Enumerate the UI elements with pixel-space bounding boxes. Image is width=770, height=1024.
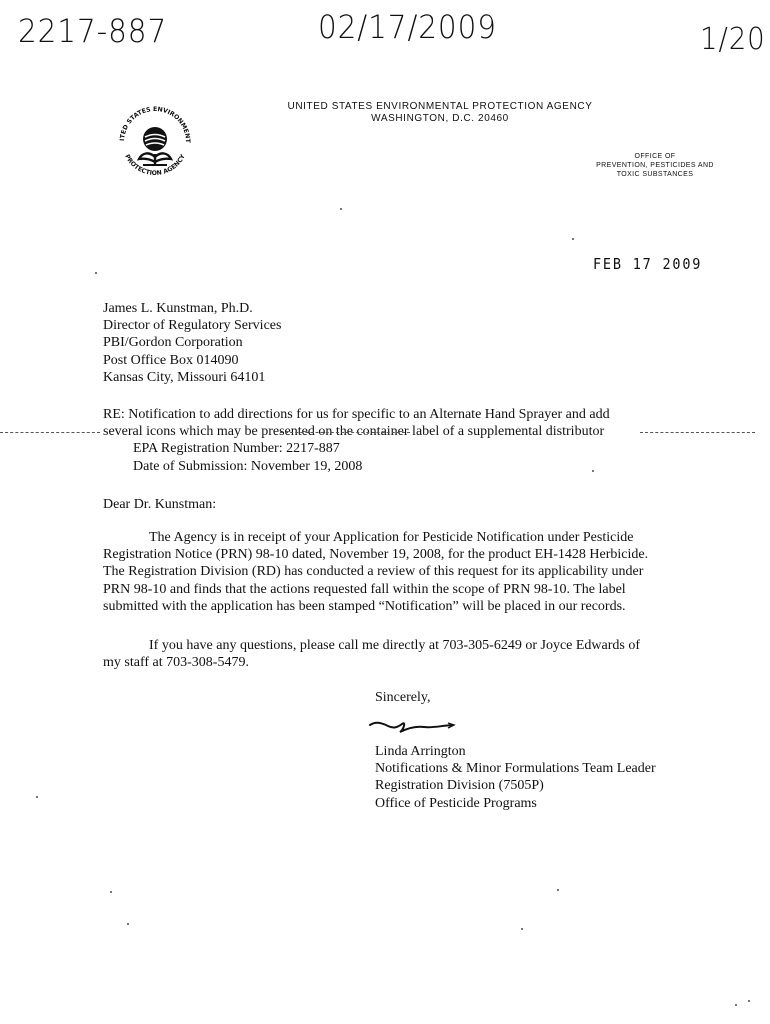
- re-submission-date: Date of Submission: November 19, 2008: [133, 458, 363, 474]
- scan-speck: [557, 889, 559, 891]
- date-stamp: FEB 17 2009: [593, 255, 703, 273]
- signer-name: Linda Arrington: [375, 744, 466, 759]
- closing: Sincerely,: [375, 690, 431, 705]
- handwritten-registration-number: 2217-887: [18, 12, 168, 50]
- scan-speck: [36, 796, 38, 798]
- recipient-company: PBI/Gordon Corporation: [103, 335, 243, 351]
- signer-division: Registration Division (7505P): [375, 778, 544, 794]
- agency-header: [230, 101, 650, 125]
- epa-seal-logo: [112, 99, 198, 185]
- recipient-name: James L. Kunstman, Ph.D.: [103, 301, 253, 316]
- signature-block: [375, 743, 656, 812]
- salutation: Dear Dr. Kunstman:: [103, 497, 217, 512]
- recipient-city: Kansas City, Missouri 64101: [103, 369, 266, 385]
- body-p1-line-5: submitted with the application has been stamped “Notification” will be placed in our records.: [103, 598, 626, 614]
- recipient-title: Director of Regulatory Services: [103, 318, 282, 334]
- scan-speck: [735, 1004, 737, 1006]
- svg-text:UNITED STATES ENVIRONMENTAL: ITED STATES ENVIRONMENT: [119, 106, 192, 143]
- handwritten-signature: [368, 717, 458, 739]
- body-paragraph-2: [103, 637, 640, 671]
- re-line-1: RE: Notification to add directions for us for specific to an Alternate Hand Sprayer and add: [103, 407, 610, 422]
- svg-text:PROTECTION AGENCY: PROTECTION AGENCY: [123, 153, 187, 178]
- recipient-address: [103, 300, 281, 386]
- scan-artifact-dashes-right: [640, 432, 755, 433]
- scan-speck: [572, 238, 574, 240]
- scan-speck: [748, 1000, 750, 1002]
- scan-speck: [95, 272, 97, 274]
- scan-artifact-dashes-left: [0, 432, 100, 433]
- scan-speck: [127, 923, 129, 925]
- body-paragraph-1: [103, 529, 648, 615]
- body-p1-line-4: PRN 98-10 and finds that the actions requested fall within the scope of PRN 98-10. The label: [103, 581, 626, 597]
- re-registration-number: EPA Registration Number: 2217-887: [133, 441, 340, 457]
- scan-speck: [592, 470, 594, 472]
- body-p2-line-1: If you have any questions, please call me directly at 703-305-6249 or Joyce Edwards of: [149, 638, 641, 653]
- scan-speck: [340, 208, 342, 210]
- handwritten-date: 02/17/2009: [318, 8, 497, 46]
- handwritten-page-number: 1/20: [700, 22, 766, 57]
- body-p2-line-2: my staff at 703-308-5479.: [103, 655, 249, 671]
- re-block: [103, 406, 610, 475]
- office-line-2: PREVENTION, PESTICIDES AND: [596, 162, 714, 169]
- recipient-po-box: Post Office Box 014090: [103, 352, 239, 368]
- scan-artifact-dashes-middle: [280, 432, 410, 433]
- office-line-1: OFFICE OF: [634, 153, 676, 160]
- scan-speck: [110, 891, 112, 893]
- office-line-3: TOXIC SUBSTANCES: [616, 171, 694, 178]
- signer-title: Notifications & Minor Formulations Team Leader: [375, 761, 656, 777]
- agency-name: UNITED STATES ENVIRONMENTAL PROTECTION AGENCY: [287, 101, 593, 112]
- body-p1-line-3: The Registration Division (RD) has conducted a review of this request for its applicability under: [103, 564, 644, 580]
- agency-address: WASHINGTON, D.C. 20460: [371, 113, 509, 124]
- re-line-2: several icons which may be presented on the container label of a supplemental distributor: [103, 424, 605, 440]
- scan-speck: [521, 928, 523, 930]
- body-p1-line-1: The Agency is in receipt of your Application for Pesticide Notification under Pesticide: [149, 530, 634, 545]
- signer-office: Office of Pesticide Programs: [375, 795, 537, 811]
- body-p1-line-2: Registration Notice (PRN) 98-10 dated, November 19, 2008, for the product EH-1428 Herbicide.: [103, 547, 649, 563]
- office-header: [560, 152, 750, 179]
